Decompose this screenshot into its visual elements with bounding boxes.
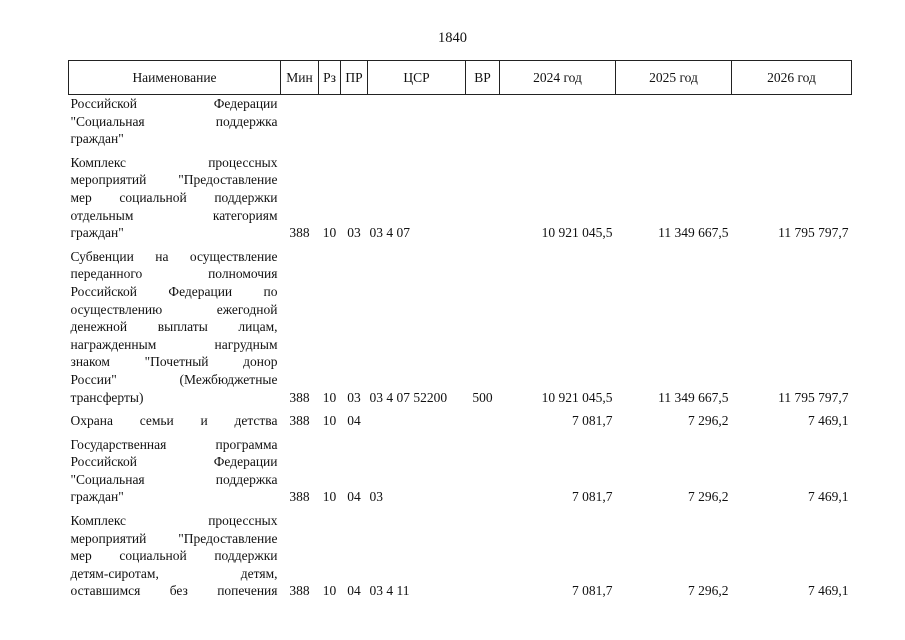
cell-2026 [732,95,852,148]
table-header-row [69,61,852,95]
cell-rz: 10 [322,225,337,241]
cell-pr: 04 [347,583,361,599]
name-line: трансферты) [70,389,144,405]
name-line: Охрана семьи и детства [70,413,278,429]
cell-csr: 03 [369,489,383,505]
name-line: переданного полномочия [70,266,278,282]
cell-name [69,412,281,430]
table-row [69,436,852,506]
cell-rz: 10 [322,413,337,429]
cell-name [69,436,281,506]
header-pr: ПР [341,61,368,95]
header-2024: 2024 год [500,61,616,95]
header-2025: 2025 год [616,61,732,95]
name-line: "Социальная поддержка [70,471,278,487]
cell-vr [466,512,500,600]
name-line: награжденным нагрудным [70,336,278,352]
cell-name [69,512,281,600]
cell-2026: 11 795 797,7 [778,389,849,405]
page-number: 1840 [438,30,467,46]
cell-min: 388 [289,489,310,505]
table-row [69,154,852,242]
header-rz: Рз [319,61,341,95]
cell-2024: 10 921 045,5 [541,225,613,241]
cell-2025: 11 349 667,5 [658,225,729,241]
name-line: мер социальной поддержки [70,548,278,564]
header-csr: ЦСР [368,61,466,95]
cell-vr [466,436,500,506]
cell-2024: 7 081,7 [572,489,613,505]
cell-rz: 10 [322,489,337,505]
name-line: отдельным категориям [70,207,278,223]
table-row [69,412,852,430]
cell-vr [466,154,500,242]
cell-2024: 7 081,7 [572,413,613,429]
cell-name [69,248,281,406]
name-line: Комплекс процессных [70,154,278,170]
cell-min: 388 [289,583,310,599]
cell-2025 [616,95,732,148]
cell-csr: 03 4 11 [369,583,410,599]
name-line: "Социальная поддержка [70,113,278,129]
header-2026: 2026 год [732,61,852,95]
table-row [69,95,852,148]
name-line: Российской Федерации [70,96,278,111]
name-line: осуществлению ежегодной [70,301,278,317]
table-body [69,95,852,601]
name-line: Государственная программа [70,436,278,452]
cell-2024 [500,95,616,148]
cell-min: 388 [289,225,310,241]
cell-min [281,95,319,148]
name-line: детям-сиротам, детям, [70,565,278,581]
name-line: Российской Федерации по [70,283,278,299]
cell-2026: 7 469,1 [808,489,849,505]
cell-pr: 04 [347,413,361,429]
header-name: Наименование [69,61,281,95]
cell-pr [341,95,368,148]
cell-min: 388 [289,389,310,405]
cell-rz: 10 [322,583,337,599]
cell-csr: 03 4 07 [369,225,410,241]
name-line: оставшимся без попечения [70,583,278,599]
header-vr: ВР [466,61,500,95]
name-line: Субвенции на осуществление [70,248,278,264]
cell-csr [368,412,466,430]
cell-2026: 7 469,1 [808,583,849,599]
name-line: граждан" [70,225,124,241]
cell-vr: 500 [472,389,493,405]
cell-2024: 10 921 045,5 [541,389,613,405]
name-line: граждан" [70,489,124,505]
name-line: мер социальной поддержки [70,189,278,205]
cell-2025: 11 349 667,5 [658,389,729,405]
name-line: граждан" [70,131,124,147]
table-row [69,248,852,406]
cell-name [69,95,281,148]
cell-2025: 7 296,2 [688,583,729,599]
cell-min: 388 [289,413,310,429]
cell-2024: 7 081,7 [572,583,613,599]
cell-csr [368,95,466,148]
cell-pr: 03 [347,389,361,405]
cell-pr: 04 [347,489,361,505]
cell-2026: 7 469,1 [808,413,849,429]
name-line: мероприятий "Предоставление [70,530,278,546]
name-line: Комплекс процессных [70,513,278,529]
budget-table [68,60,852,600]
table-row [69,512,852,600]
cell-2026: 11 795 797,7 [778,225,849,241]
name-line: России" (Межбюджетные [70,371,278,387]
cell-pr: 03 [347,225,361,241]
name-line: денежной выплаты лицам, [70,319,278,335]
name-line: знаком "Почетный донор [70,354,278,370]
cell-csr: 03 4 07 52200 [369,389,448,405]
cell-2025: 7 296,2 [688,413,729,429]
cell-name [69,154,281,242]
cell-vr [466,95,500,148]
cell-vr [466,412,500,430]
cell-rz: 10 [322,389,337,405]
name-line: Российской Федерации [70,454,278,470]
name-line: мероприятий "Предоставление [70,172,278,188]
header-min: Мин [281,61,319,95]
cell-rz [319,95,341,148]
cell-2025: 7 296,2 [688,489,729,505]
